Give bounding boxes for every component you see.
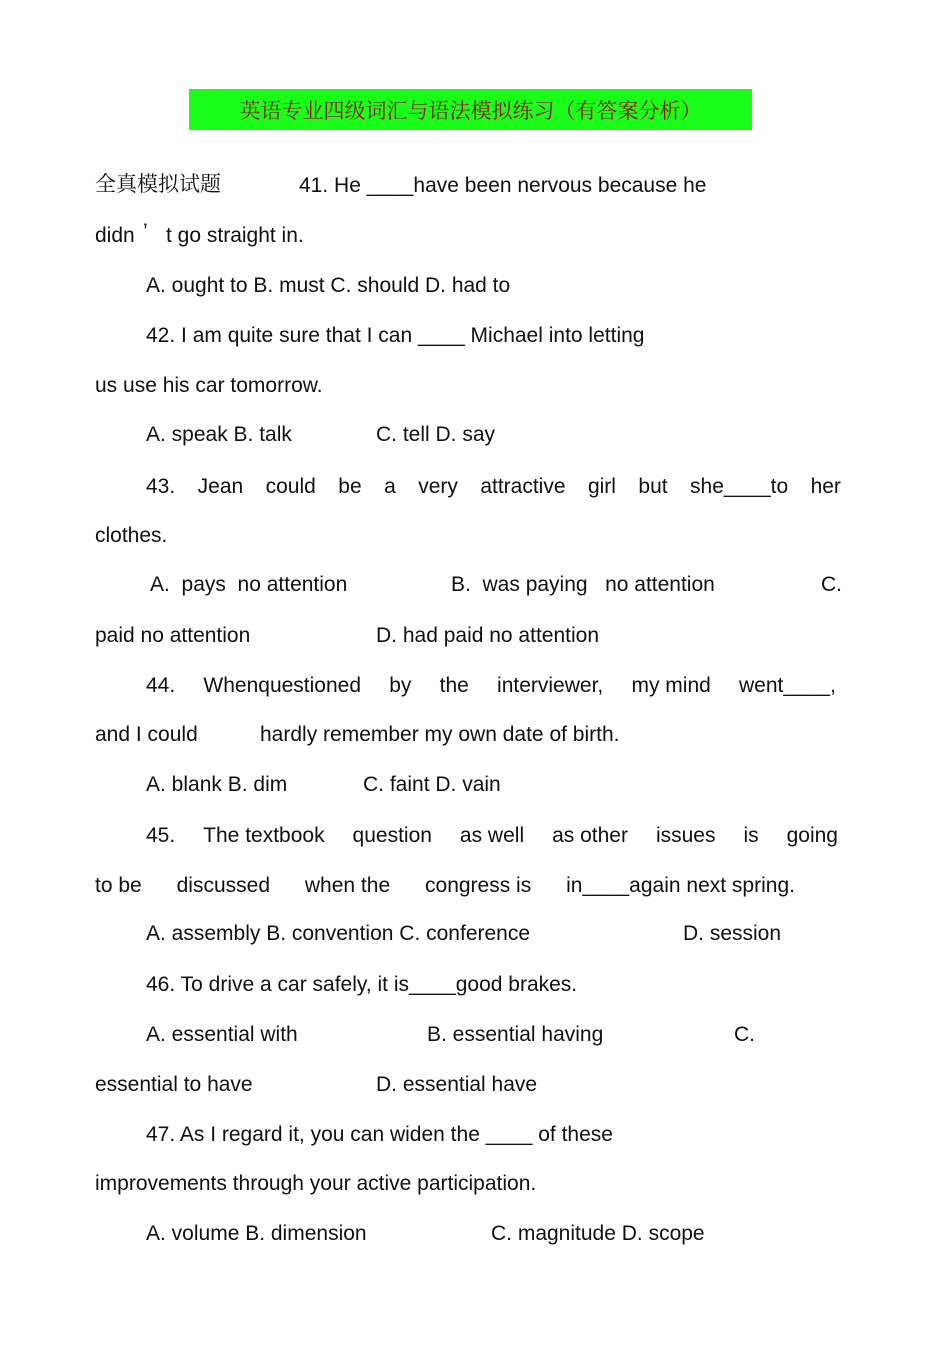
q46-option-d: D. essential have	[376, 1073, 538, 1096]
word: my mind	[631, 674, 711, 697]
word: went____,	[739, 674, 836, 697]
word: going	[786, 824, 838, 847]
q44-options-ab: A. blank B. dim	[146, 773, 288, 796]
q45-option-d: D. session	[683, 922, 782, 945]
word: The textbook	[203, 824, 325, 847]
document-title: 英语专业四级词汇与语法模拟练习（有答案分析）	[189, 89, 752, 130]
q43-option-b: B. was paying no attention	[451, 573, 715, 596]
q43-option-c-label: C.	[821, 573, 842, 596]
q41-stem-cont-a: didn	[95, 224, 135, 247]
q46-option-c-text: essential to have	[95, 1073, 253, 1096]
word: Jean	[197, 475, 244, 498]
q42-stem: 42. I am quite sure that I can ____ Michael into letting	[146, 324, 645, 347]
word: the	[439, 674, 469, 697]
q42-stem-cont: us use his car tomorrow.	[95, 374, 323, 397]
word: question	[352, 824, 432, 847]
q46-option-a: A. essential with	[146, 1023, 298, 1046]
q42-options-cd: C. tell D. say	[376, 423, 496, 446]
word: attractive	[480, 475, 566, 498]
q45-options-abc: A. assembly B. convention C. conference	[146, 922, 531, 945]
word: issues	[655, 824, 716, 847]
word: 45.	[146, 824, 176, 847]
q41-stem-cont-b: t go straight in.	[166, 224, 304, 247]
q44-options-cd: C. faint D. vain	[363, 773, 501, 796]
word: interviewer,	[497, 674, 604, 697]
q44-stem-cont-a: and I could	[95, 723, 198, 746]
word: girl	[587, 475, 616, 498]
q43-stem	[146, 475, 841, 499]
word: as other	[552, 824, 628, 847]
word: in____again next spring.	[566, 874, 795, 897]
word: when the	[304, 874, 391, 897]
word: congress is	[425, 874, 532, 897]
q43-stem-cont: clothes.	[95, 524, 168, 547]
q45-stem-cont	[95, 874, 795, 898]
word: as well	[459, 824, 525, 847]
q43-option-c-text: paid no attention	[95, 624, 251, 647]
section-label: 全真模拟试题	[95, 172, 221, 196]
q41-options: A. ought to B. must C. should D. had to	[146, 274, 511, 297]
q42-options-ab: A. speak B. talk	[146, 423, 292, 446]
q44-stem-cont-b: hardly remember my own date of birth.	[260, 723, 620, 746]
q47-options-cd: C. magnitude D. scope	[491, 1222, 705, 1245]
word: 44.	[146, 674, 176, 697]
word: could	[265, 475, 316, 498]
word: Whenquestioned	[203, 674, 362, 697]
word: a	[384, 475, 396, 498]
word: very	[418, 475, 458, 498]
q47-options-ab: A. volume B. dimension	[146, 1222, 367, 1245]
q43-option-a: A. pays no attention	[150, 573, 348, 596]
q41-stem: 41. He ____have been nervous because he	[299, 174, 707, 197]
q46-option-c-label: C.	[734, 1023, 755, 1046]
q47-stem-cont: improvements through your active participation.	[95, 1172, 537, 1195]
word: discussed	[176, 874, 270, 897]
q45-stem	[146, 824, 838, 848]
q44-stem	[146, 674, 836, 698]
word: to be	[95, 874, 142, 897]
word: is	[743, 824, 759, 847]
word: her	[810, 475, 841, 498]
q43-option-d: D. had paid no attention	[376, 624, 600, 647]
q41-apostrophe: ’	[143, 220, 148, 243]
word: 43.	[146, 475, 176, 498]
word: but	[638, 475, 668, 498]
q46-stem: 46. To drive a car safely, it is____good brakes.	[146, 973, 578, 996]
q46-option-b: B. essential having	[427, 1023, 604, 1046]
word: by	[389, 674, 412, 697]
word: be	[338, 475, 362, 498]
word: she____to	[690, 475, 789, 498]
q47-stem: 47. As I regard it, you can widen the ____ of these	[146, 1123, 613, 1146]
